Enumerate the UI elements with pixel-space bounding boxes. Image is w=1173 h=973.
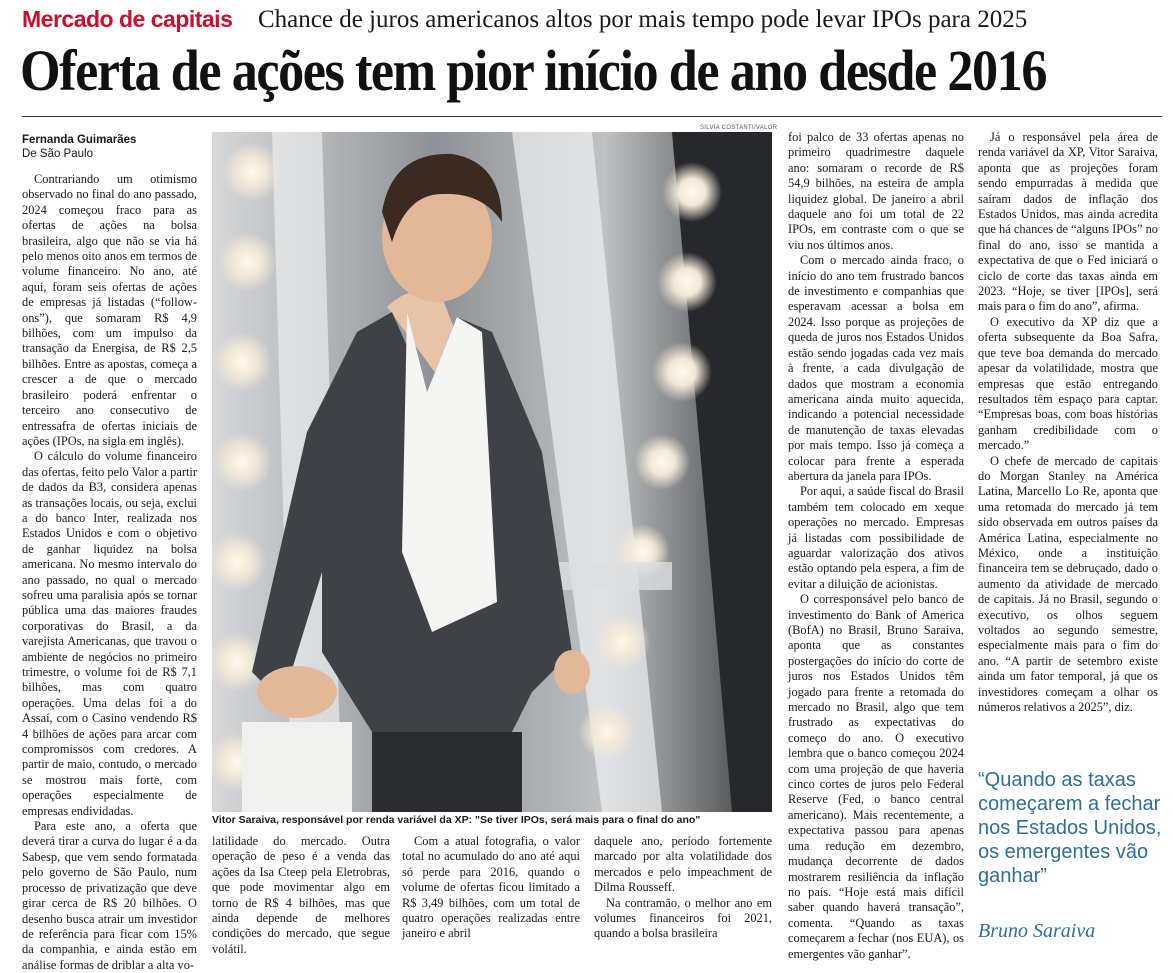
article-column-2 xyxy=(212,834,390,957)
paragraph: Para este ano, a oferta que deverá tirar a curva do lugar é a da Sabesp, que vem sendo formatada pelo governo de São Paulo, num processo de privatização que deve girar cerca de R$ 20 bilhões. O desenho busca atrair um investidor de referência para ficar com 15% da companhia, e ainda estão em análise formas de driblar a alta vo- xyxy=(22,819,197,972)
article-column-3 xyxy=(402,834,580,942)
header-rule xyxy=(22,116,1162,117)
kicker: Chance de juros americanos altos por mais tempo pode levar IPOs para 2025 xyxy=(258,6,1028,33)
paragraph: Por aqui, a saúde fiscal do Brasil também tem colocado em xeque operações no mercado. Empresas já listadas com possibilidade de aguardar valorização dos ativos estão optando pela espera, a fim de evitar a diluição de acionistas. xyxy=(788,484,964,591)
pull-quote-author: Bruno Saraiva xyxy=(978,920,1096,942)
paragraph: O chefe de mercado de capitais do Morgan Stanley na América Latina, Marcello Lo Re, aponta que uma retomada do mercado já tem sido observada em outros países da América Latina, especialmente no México, onde a instituição financeira tem se debruçado, dado o aumento da atividade de mercado de capitais. Já no Brasil, segundo o executivo, os olhos seguem voltados ao segundo semestre, especialmente mais para o fim do ano. “A partir de setembro existe ainda um fator temporal, já que os investidores começam a olhar os números relativos a 2025”, diz. xyxy=(978,453,1158,715)
article-column-1 xyxy=(22,172,197,973)
article-column-4 xyxy=(788,130,964,962)
paragraph: O cálculo do volume financeiro das ofertas, feito pelo Valor a partir de dados da B3, considera apenas as transações locais, ou seja, exclui a do banco Inter, realizada nos Estados Unidos e com o objetivo de ganhar liquidez na bolsa americana. No mesmo intervalo do ano passado, no qual o mercado sofreu uma paralisia após se tornar pública uma das maiores fraudes corporativas do Brasil, a da varejista Americanas, que travou o ambiente de negócios no primeiro trimestre, o volume foi de R$ 7,1 bilhões, mas com quatro operações. Uma delas foi a do Assaí, com o Casino vendendo R$ 4 bilhões de ações para arcar com compromissos com credores. A partir de maio, contudo, o mercado se mostrou mais forte, com operações especialmente de empresas endividadas. xyxy=(22,449,197,818)
article-column-5 xyxy=(978,130,1158,715)
paragraph: Com o mercado ainda fraco, o início do ano tem frustrado bancos de investimento e companhias que esperavam acessar a bolsa em 2024. Isso porque as projeções de queda de juros nos Estados Unidos estão sendo jogadas cada vez mais à frente, a cada divulgação de dados que mostram a economia americana ainda muito aquecida, indicando a potencial necessidade de manutenção de taxas elevadas por mais tempo. Isso já começa a colocar para frente a esperada abertura da janela para IPOs. xyxy=(788,253,964,483)
photo-illustration xyxy=(212,132,772,812)
paragraph: O corresponsável pelo banco de investimento do Bank of America (BofA) no Brasil, Bruno Saraiva, aponta que as constantes postergações do início do corte de juros nos Estados Unidos têm jogado para frente a retomada do mercado no Brasil, algo que tem frustrado as expectativas do começo do ano. O executivo lembra que o banco começou 2024 com uma projeção de que haveria cinco cortes de juros pelo Federal Reserve (Fed, o banco central americano). Mais recentemente, a expectativa passou para apenas uma redução em dezembro, mudança decorrente de dados mostrarem resiliência da inflação no país. “Hoje está mais difícil saber quando haverá transação”, comenta. “Quando as taxas começarem a fechar (nos EUA), os emergentes vão ganhar”. xyxy=(788,592,964,961)
pull-quote: “Quando as taxas começarem a fechar nos Estados Unidos, os emergentes vão ganhar” xyxy=(978,769,1162,887)
photo-caption: Vitor Saraiva, responsável por renda variável da XP: "Se tiver IPOs, será mais para o final do ano" xyxy=(212,814,701,826)
article-column-4-bottom xyxy=(594,834,772,942)
paragraph: O executivo da XP diz que a oferta subsequente da Boa Safra, que teve boa demanda do mercado apesar da volatilidade, mostra que empresas que estão entregando resultados têm espaço para captar. “Empresas boas, com boas histórias ganham credibilidade com o mercado.” xyxy=(978,314,1158,453)
paragraph: Com a atual fotografia, o valor total no acumulado do ano até aqui só perde para 2016, quando o volume de ofertas ficou limitado a R$ 3,49 bilhões, com um total de quatro operações realizadas entre janeiro e abril xyxy=(402,834,580,941)
paragraph: foi palco de 33 ofertas apenas no primeiro quadrimestre daquele ano: somaram o recorde de R$ 54,9 bilhões, na esteira de ampla liquidez global. De janeiro a abril daquele ano foi um total de 22 IPOs, em contraste com o que se viu nos últimos anos. xyxy=(788,130,964,252)
article-photo xyxy=(212,132,772,812)
byline-author: Fernanda Guimarães xyxy=(22,134,137,146)
paragraph: latilidade do mercado. Outra operação de peso é a venda das ações da Isa Cteep pela Eletrobras, que pode movimentar algo em torno de R$ 4 bilhões, mas que ainda depende de melhores condições do mercado, que segue volátil. xyxy=(212,834,390,956)
section-tag: Mercado de capitais xyxy=(22,6,233,32)
paragraph: daquele ano, período fortemente marcado por alta volatilidade dos mercados e pelo impeachment de Dilma Rousseff. xyxy=(594,834,772,895)
paragraph: Contrariando um otimismo observado no final do ano passado, 2024 começou fraco para as ofertas de ações na bolsa brasileira, algo que não se via há pelo menos oito anos em termos de volume financeiro. No ano, até aqui, foram seis ofertas de ações de empresas já listadas (“follow-ons”), que somaram R$ 4,9 bilhões, com um impulso da transação da Energisa, de R$ 2,5 bilhões. Entre as apostas, começa a crescer a de que o mercado brasileiro poderá enfrentar o terceiro ano consecutivo de entressafra de ofertas iniciais de ações (IPOs, na sigla em inglês). xyxy=(22,172,197,448)
photo-credit: SILVIA COSTANTI/VALOR xyxy=(700,125,778,131)
headline: Oferta de ações tem pior início de ano desde 2016 xyxy=(20,38,1046,103)
paragraph: Já o responsável pela área de renda variável da XP, Vitor Saraiva, aponta que as projeções foram sendo empurradas à medida que saíram dados de inflação dos Estados Unidos, mas ainda acredita que há chances de “alguns IPOs” no final do ano, isso se mantida a expectativa de que o Fed iniciará o ciclo de corte das taxas ainda em 2023. “Hoje, se tiver [IPOs], será mais para o fim do ano”, afirma. xyxy=(978,130,1158,314)
paragraph: Na contramão, o melhor ano em volumes financeiros foi 2021, quando a bolsa brasileira xyxy=(594,895,772,941)
byline-location: De São Paulo xyxy=(22,148,93,160)
